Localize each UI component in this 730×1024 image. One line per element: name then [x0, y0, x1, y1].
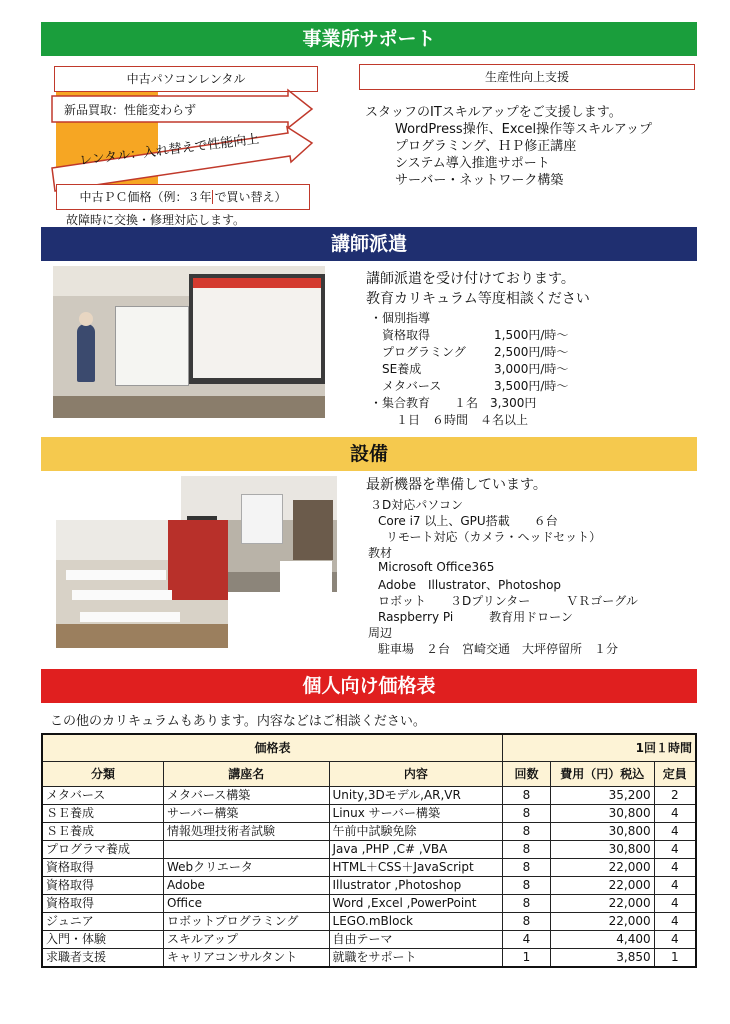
pc-price-text-a: 中古ＰＣ価格（例：３年: [79, 190, 212, 204]
arrow-label-new-purchase: 新品買取：性能変わらず: [64, 103, 197, 117]
table-row: [42, 913, 696, 931]
table-cell: Word ,Excel ,PowerPoint: [329, 895, 503, 913]
equipment-line-1: Core i7 以上、GPU搭載 ６台: [378, 514, 558, 528]
productivity-title-box: 生産性向上支援: [359, 64, 695, 90]
repair-note: 故障時に交換・修理対応します。: [66, 213, 246, 227]
section-header-instructor: 講師派遣: [41, 227, 697, 261]
table-cell: 8: [503, 841, 551, 859]
equipment-line-9: 駐車場 ２台 宮崎交通 大坪停留所 １分: [378, 642, 619, 656]
table-cell: LEGO.mBlock: [329, 913, 503, 931]
table-cell: 4: [654, 859, 696, 877]
table-row: [42, 877, 696, 895]
productivity-line-0: スタッフのITスキルアップをご支援します。: [365, 105, 622, 120]
rate-name-2: SE養成: [382, 362, 422, 376]
table-cell: 4: [654, 823, 696, 841]
table-cell: 自由テーマ: [329, 931, 503, 949]
table-cell: 求職者支援: [42, 949, 163, 968]
rate-price-3: 3,500円/時～: [494, 379, 569, 393]
table-cell: 資格取得: [42, 859, 163, 877]
table-cell: 22,000: [550, 859, 654, 877]
table-cell: 22,000: [550, 895, 654, 913]
table-row: [42, 787, 696, 805]
table-cell: メタバース構築: [163, 787, 329, 805]
table-cell: 35,200: [550, 787, 654, 805]
table-row: [42, 823, 696, 841]
photo-white-card: [280, 561, 332, 593]
table-cell: サーバー構築: [163, 805, 329, 823]
equipment-line-7: Raspberry Pi 教育用ドローン: [378, 610, 573, 624]
table-cell: Adobe: [163, 877, 329, 895]
table-cell: 3,850: [550, 949, 654, 968]
table-cell: [163, 841, 329, 859]
table-row: [42, 805, 696, 823]
table-cell: 8: [503, 913, 551, 931]
table-unit: 1回１時間: [503, 734, 696, 762]
equipment-line-3: 教材: [368, 546, 393, 560]
table-row: [42, 841, 696, 859]
table-cell: メタバース: [42, 787, 163, 805]
table-cell: 入門・体験: [42, 931, 163, 949]
table-cell: 就職をサポート: [329, 949, 503, 968]
rate-price-1: 2,500円/時～: [494, 345, 569, 359]
productivity-line-1: WordPress操作、Excel操作等スキルアップ: [395, 122, 653, 137]
table-cell: 情報処理技術者試験: [163, 823, 329, 841]
table-cell: Java ,PHP ,C# ,VBA: [329, 841, 503, 859]
equipment-line-6: ロボット ３Dプリンター ＶＲゴーグル: [378, 594, 638, 608]
table-cell: 8: [503, 859, 551, 877]
table-cell: スキルアップ: [163, 931, 329, 949]
table-cell: 4: [654, 931, 696, 949]
table-title-row: [42, 734, 696, 762]
section-header-pricing: 個人向け価格表: [41, 669, 697, 703]
section-header-equipment: 設備: [41, 437, 697, 471]
instructor-lead-2: 教育カリキュラム等度相談ください: [366, 291, 590, 307]
table-title: 価格表: [42, 734, 503, 762]
table-cell: 30,800: [550, 841, 654, 859]
pricing-note: この他のカリキュラムもあります。内容などはご相談ください。: [50, 714, 426, 729]
table-cell: Linux サーバー構築: [329, 805, 503, 823]
table-cell: 8: [503, 805, 551, 823]
productivity-line-2: プログラミング、ＨＰ修正講座: [395, 139, 577, 154]
table-row: [42, 931, 696, 949]
col-header-fee: 費用（円）税込: [550, 762, 654, 787]
rate-name-1: プログラミング: [382, 345, 466, 359]
table-cell: 8: [503, 877, 551, 895]
rate-price-0: 1,500円/時～: [494, 328, 569, 342]
equipment-lead: 最新機器を準備しています。: [366, 477, 547, 493]
table-cell: ＳＥ養成: [42, 823, 163, 841]
table-cell: Illustrator ,Photoshop: [329, 877, 503, 895]
table-cell: 4: [503, 931, 551, 949]
equipment-line-0: ３D対応パソコン: [370, 498, 464, 512]
table-cell: 4: [654, 913, 696, 931]
col-header-sessions: 回数: [503, 762, 551, 787]
equipment-line-2: リモート対応（カメラ・ヘッドセット）: [386, 530, 602, 544]
group-education-detail: １日 ６時間 ４名以上: [396, 413, 529, 427]
price-table: [41, 733, 697, 968]
table-cell: 4,400: [550, 931, 654, 949]
instructor-lead-1: 講師派遣を受け付けております。: [366, 271, 575, 287]
pc-price-text-b: で買い替え）: [212, 190, 287, 204]
equipment-line-8: 周辺: [368, 626, 393, 640]
equipment-line-5: Adobe Illustrator、Photoshop: [378, 578, 562, 592]
table-cell: 2: [654, 787, 696, 805]
table-cell: Webクリエータ: [163, 859, 329, 877]
col-header-capacity: 定員: [654, 762, 696, 787]
table-cell: 4: [654, 805, 696, 823]
table-cell: 8: [503, 787, 551, 805]
table-cell: 資格取得: [42, 877, 163, 895]
table-cell: 4: [654, 841, 696, 859]
rate-name-3: メタバース: [382, 379, 442, 393]
rental-title-box: 中古パソコンレンタル: [54, 66, 318, 92]
table-row: [42, 895, 696, 913]
table-cell: Unity,3Dモデル,AR,VR: [329, 787, 503, 805]
table-cell: 8: [503, 895, 551, 913]
training-room-photo: [56, 520, 228, 648]
table-cell: 22,000: [550, 913, 654, 931]
table-cell: ＳＥ養成: [42, 805, 163, 823]
table-cell: 1: [654, 949, 696, 968]
table-cell: ジュニア: [42, 913, 163, 931]
individual-label: ・個別指導: [370, 311, 431, 325]
rate-price-2: 3,000円/時～: [494, 362, 569, 376]
table-cell: Office: [163, 895, 329, 913]
table-cell: プログラマ養成: [42, 841, 163, 859]
group-education: ・集合教育 １名 3,300円: [370, 396, 537, 410]
table-cell: HTML＋CSS＋JavaScript: [329, 859, 503, 877]
table-cell: 30,800: [550, 823, 654, 841]
table-cell: 4: [654, 895, 696, 913]
table-row: [42, 859, 696, 877]
pc-price-box: [56, 184, 310, 210]
arrow-label-rental: レンタル：入れ替えで性能向上: [78, 131, 261, 169]
table-cell: 1: [503, 949, 551, 968]
table-header-row: [42, 762, 696, 787]
equipment-line-4: Microsoft Office365: [378, 560, 495, 574]
col-header-course: 講座名: [163, 762, 329, 787]
col-header-content: 内容: [329, 762, 503, 787]
table-cell: 4: [654, 877, 696, 895]
section-header-office-support: 事業所サポート: [41, 22, 697, 56]
table-row: [42, 949, 696, 968]
table-cell: ロボットプログラミング: [163, 913, 329, 931]
table-cell: 8: [503, 823, 551, 841]
col-header-category: 分類: [42, 762, 163, 787]
productivity-line-3: システム導入推進サポート: [395, 156, 550, 171]
table-cell: 午前中試験免除: [329, 823, 503, 841]
classroom-photo: [53, 266, 325, 418]
table-cell: 資格取得: [42, 895, 163, 913]
table-cell: 22,000: [550, 877, 654, 895]
table-cell: キャリアコンサルタント: [163, 949, 329, 968]
productivity-line-4: サーバー・ネットワーク構築: [395, 173, 564, 188]
rate-name-0: 資格取得: [382, 328, 431, 342]
table-cell: 30,800: [550, 805, 654, 823]
